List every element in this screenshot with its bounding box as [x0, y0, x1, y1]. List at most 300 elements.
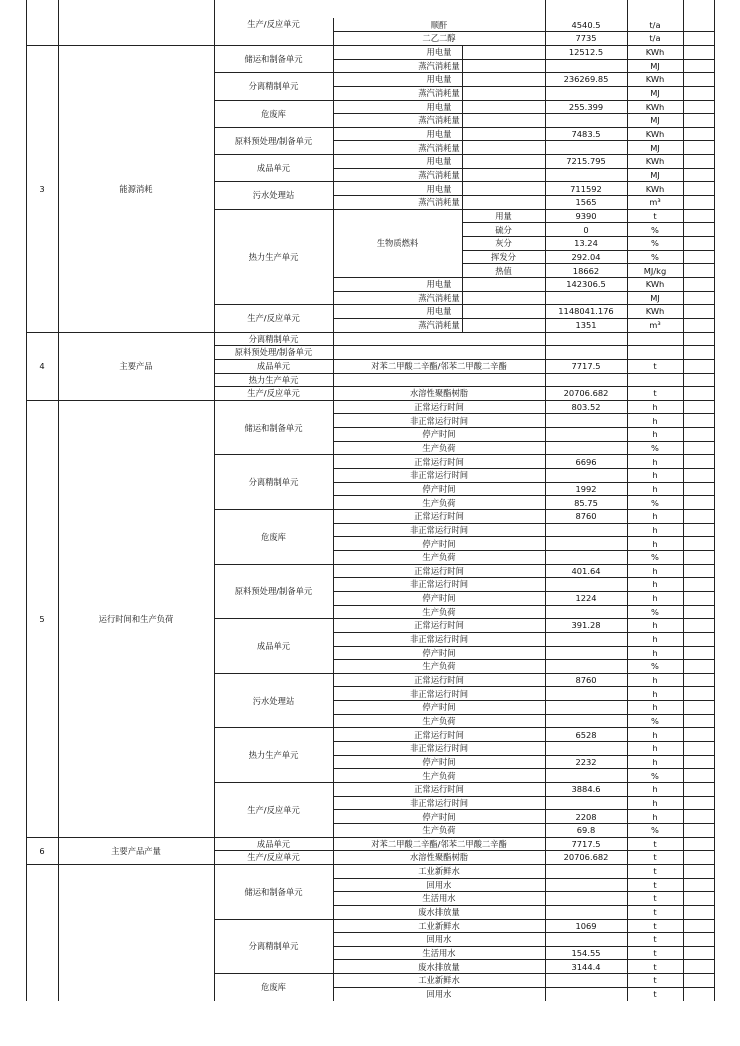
- unit-name-cell: 危废库: [261, 531, 286, 542]
- row-rule: [333, 932, 714, 933]
- group-number-cell: 6: [39, 845, 45, 856]
- unit-name-cell: 危废库: [261, 981, 286, 992]
- uom-cell: KWh: [645, 46, 665, 57]
- value-cell: 2232: [575, 756, 597, 767]
- row-rule: [333, 741, 714, 742]
- row-rule: [214, 782, 714, 783]
- item-cell: 生产负荷: [422, 715, 456, 726]
- row-rule: [333, 277, 714, 278]
- uom-cell: t: [653, 893, 657, 904]
- item-cell: 生产负荷: [422, 770, 456, 781]
- row-rule: [214, 345, 714, 346]
- row-rule: [214, 373, 714, 374]
- item-cell: 生产负荷: [422, 497, 456, 508]
- item-cell: 生产负荷: [422, 661, 456, 672]
- row-rule: [333, 959, 714, 960]
- row-rule: [26, 400, 714, 401]
- value-cell: 8760: [575, 674, 597, 685]
- row-rule: [333, 291, 714, 292]
- uom-cell: t: [653, 852, 657, 863]
- item-cell: 正常运行时间: [414, 784, 464, 795]
- row-rule: [333, 168, 714, 169]
- value-cell: 18662: [572, 265, 600, 276]
- unit-name-cell: 热力生产单元: [248, 251, 299, 262]
- row-rule: [214, 304, 714, 305]
- item-cell: 用电量: [426, 306, 452, 317]
- item-cell: 生活用水: [422, 947, 456, 958]
- row-rule: [333, 823, 714, 824]
- row-rule: [214, 973, 714, 974]
- uom-cell: h: [652, 401, 658, 412]
- item-cell: 停产时间: [422, 429, 456, 440]
- value-cell: 13.24: [574, 238, 598, 249]
- uom-cell: h: [652, 633, 658, 644]
- value-cell: 85.75: [574, 497, 598, 508]
- value-cell: 236269.85: [563, 74, 609, 85]
- unit-name-cell: 原料预处理/制备单元: [234, 586, 313, 597]
- uom-cell: h: [652, 688, 658, 699]
- uom-cell: t: [653, 920, 657, 931]
- column-rule: [333, 673, 334, 728]
- uom-cell: t: [653, 879, 657, 890]
- uom-cell: h: [652, 511, 658, 522]
- uom-cell: MJ: [650, 87, 660, 98]
- unit-cell: 生产/反应单元: [247, 18, 300, 29]
- unit-name-cell: 原料预处理/制备单元: [234, 347, 313, 358]
- uom-cell: h: [652, 415, 658, 426]
- row-rule: [214, 386, 714, 387]
- uom-cell: %: [651, 661, 659, 672]
- value-cell: 7215.795: [566, 156, 606, 167]
- uom-cell: KWh: [645, 74, 665, 85]
- unit-name-cell: 生产/反应单元: [247, 388, 300, 399]
- column-rule: [333, 837, 334, 864]
- uom-cell: h: [652, 756, 658, 767]
- item-cell: 工业新鲜水: [418, 920, 460, 931]
- item-cell: 蒸汽消耗量: [418, 169, 460, 180]
- unit-name-cell: 污水处理站: [252, 190, 295, 201]
- column-rule: [333, 619, 334, 674]
- row-rule: [214, 359, 714, 360]
- item-cell: 停产时间: [422, 647, 456, 658]
- item-cell: 回用水: [426, 934, 452, 945]
- item-cell: 废水排放量: [418, 906, 460, 917]
- uom-cell: MJ: [650, 292, 660, 303]
- uom-cell: m³: [649, 319, 661, 330]
- uom-cell: %: [651, 715, 659, 726]
- item-cell: 正常运行时间: [414, 456, 464, 467]
- uom-cell: t: [653, 961, 657, 972]
- row-rule: [26, 45, 714, 46]
- row-rule: [333, 796, 714, 797]
- uom-cell: h: [652, 797, 658, 808]
- column-rule: [462, 45, 463, 209]
- column-rule: [333, 18, 334, 45]
- column-rule: [627, 0, 628, 1001]
- value-cell: 7717.5: [571, 360, 601, 371]
- uom-cell: h: [652, 784, 658, 795]
- item-cell: 非正常运行时间: [409, 470, 469, 481]
- unit-name-cell: 分离精制单元: [248, 476, 299, 487]
- item-cell: 生产负荷: [422, 442, 456, 453]
- value-cell: 12512.5: [568, 46, 604, 57]
- row-rule: [333, 577, 714, 578]
- row-rule: [333, 591, 714, 592]
- row-rule: [333, 987, 714, 988]
- value-cell: 7483.5: [571, 128, 601, 139]
- value-cell: 1351: [575, 319, 597, 330]
- row-rule: [214, 618, 714, 619]
- column-rule: [333, 974, 334, 1001]
- column-rule: [333, 45, 334, 72]
- row-rule: [214, 181, 714, 182]
- row-rule: [333, 905, 714, 906]
- uom-cell: MJ: [650, 115, 660, 126]
- item-cell: 二乙二醇: [422, 33, 456, 44]
- row-rule: [333, 536, 714, 537]
- item-cell: 用电量: [426, 74, 452, 85]
- group-number-cell: 3: [39, 183, 45, 194]
- row-rule: [462, 236, 714, 237]
- item-cell: 正常运行时间: [414, 729, 464, 740]
- fuel-item-cell: 灰分: [495, 238, 512, 249]
- uom-cell: KWh: [645, 101, 665, 112]
- item-cell: 用电量: [426, 101, 452, 112]
- column-rule: [333, 919, 334, 974]
- uom-cell: MJ: [650, 169, 660, 180]
- fuel-item-cell: 硫分: [495, 224, 512, 235]
- column-rule: [462, 277, 463, 332]
- column-rule: [333, 209, 334, 305]
- uom-cell: h: [652, 565, 658, 576]
- item-cell: 生产负荷: [422, 606, 456, 617]
- value-cell: 1069: [575, 920, 597, 931]
- uom-cell: MJ: [650, 142, 660, 153]
- column-rule: [545, 0, 546, 1001]
- value-cell: 1148041.176: [558, 306, 614, 317]
- uom-cell: %: [651, 224, 659, 235]
- uom-cell: KWh: [645, 128, 665, 139]
- row-rule: [333, 113, 714, 114]
- column-rule: [462, 209, 463, 277]
- item-cell: 蒸汽消耗量: [418, 197, 460, 208]
- value-cell: 292.04: [571, 251, 601, 262]
- fuel-item-cell: 热值: [495, 265, 512, 276]
- item-cell: 用电量: [426, 128, 452, 139]
- item-cell: 非正常运行时间: [409, 743, 469, 754]
- value-cell: 401.64: [571, 565, 601, 576]
- uom-cell: %: [651, 442, 659, 453]
- value-cell: 142306.5: [566, 279, 606, 290]
- uom-cell: t: [653, 360, 657, 371]
- row-rule: [462, 263, 714, 264]
- row-rule: [214, 509, 714, 510]
- column-rule: [333, 728, 334, 783]
- unit-name-cell: 储运和制备单元: [244, 886, 303, 897]
- item-cell: 停产时间: [422, 811, 456, 822]
- item-cell: 非正常运行时间: [409, 797, 469, 808]
- unit-name-cell: 成品单元: [256, 360, 291, 371]
- column-rule: [333, 509, 334, 564]
- group-category-cell: 主要产品: [119, 360, 153, 371]
- row-rule: [333, 86, 714, 87]
- row-rule: [333, 878, 714, 879]
- unit-name-cell: 热力生产单元: [248, 749, 299, 760]
- unit-name-cell: 污水处理站: [252, 695, 295, 706]
- group-category-cell: 运行时间和生产负荷: [98, 613, 174, 624]
- value-cell: 3884.6: [571, 784, 601, 795]
- uom-cell: %: [651, 497, 659, 508]
- column-rule: [333, 864, 334, 919]
- column-rule: [26, 0, 27, 1001]
- item-cell: 用电量: [426, 183, 452, 194]
- row-rule: [214, 154, 714, 155]
- column-rule: [333, 182, 334, 209]
- unit-name-cell: 原料预处理/制备单元: [234, 135, 313, 146]
- uom-cell: m³: [649, 197, 661, 208]
- item-cell: 生产负荷: [422, 552, 456, 563]
- item-cell: 蒸汽消耗量: [418, 115, 460, 126]
- item-cell: 非正常运行时间: [409, 415, 469, 426]
- row-rule: [333, 495, 714, 496]
- row-rule: [333, 714, 714, 715]
- uom-cell: t/a: [649, 19, 661, 30]
- column-rule: [714, 0, 715, 1001]
- row-rule: [333, 318, 714, 319]
- item-cell: 工业新鲜水: [418, 865, 460, 876]
- value-cell: 1224: [575, 592, 597, 603]
- column-rule: [333, 564, 334, 619]
- item-cell: 废水排放量: [418, 961, 460, 972]
- uom-cell: h: [652, 456, 658, 467]
- column-rule: [333, 305, 334, 332]
- value-cell: 255.399: [568, 101, 604, 112]
- item-cell: 停产时间: [422, 538, 456, 549]
- row-rule: [214, 673, 714, 674]
- uom-cell: h: [652, 579, 658, 590]
- group-number-cell: 4: [39, 360, 45, 371]
- uom-cell: %: [651, 238, 659, 249]
- uom-cell: h: [652, 470, 658, 481]
- row-rule: [333, 946, 714, 947]
- fuel-name-cell: 生物质燃料: [376, 238, 419, 249]
- unit-name-cell: 成品单元: [256, 640, 291, 651]
- unit-name-cell: 成品单元: [256, 162, 291, 173]
- product-cell: 对苯二甲酸二辛酯/邻苯二甲酸二辛酯: [371, 360, 507, 371]
- unit-name-cell: 分离精制单元: [248, 81, 299, 92]
- unit-name-cell: 分离精制单元: [248, 941, 299, 952]
- unit-name-cell: 成品单元: [256, 838, 291, 849]
- row-rule: [333, 686, 714, 687]
- item-cell: 蒸汽消耗量: [418, 142, 460, 153]
- fuel-item-cell: 挥发分: [491, 251, 516, 262]
- column-rule: [333, 100, 334, 127]
- uom-cell: t/a: [649, 33, 661, 44]
- uom-cell: t: [653, 934, 657, 945]
- value-cell: 69.8: [576, 825, 596, 836]
- unit-name-cell: 生产/反应单元: [247, 852, 300, 863]
- unit-name-cell: 分离精制单元: [248, 333, 299, 344]
- value-cell: 7735: [575, 33, 597, 44]
- unit-name-cell: 生产/反应单元: [247, 804, 300, 815]
- uom-cell: t: [653, 838, 657, 849]
- uom-cell: %: [651, 825, 659, 836]
- row-rule: [333, 659, 714, 660]
- item-cell: 回用水: [426, 988, 452, 999]
- value-cell: 9390: [575, 210, 597, 221]
- uom-cell: h: [652, 429, 658, 440]
- item-cell: 工业新鲜水: [418, 975, 460, 986]
- row-rule: [214, 564, 714, 565]
- uom-cell: KWh: [645, 183, 665, 194]
- uom-cell: t: [653, 865, 657, 876]
- unit-name-cell: 生产/反应单元: [247, 313, 300, 324]
- row-rule: [333, 413, 714, 414]
- uom-cell: h: [652, 743, 658, 754]
- row-rule: [214, 127, 714, 128]
- unit-name-cell: 危废库: [261, 108, 286, 119]
- value-cell: 6528: [575, 729, 597, 740]
- uom-cell: t: [653, 975, 657, 986]
- uom-cell: h: [652, 524, 658, 535]
- uom-cell: h: [652, 647, 658, 658]
- uom-cell: h: [652, 729, 658, 740]
- item-cell: 正常运行时间: [414, 620, 464, 631]
- column-rule: [58, 0, 59, 1001]
- unit-name-cell: 热力生产单元: [248, 374, 299, 385]
- column-rule: [214, 0, 215, 1001]
- item-cell: 蒸汽消耗量: [418, 87, 460, 98]
- row-rule: [333, 809, 714, 810]
- item-cell: 用电量: [426, 279, 452, 290]
- row-rule: [214, 454, 714, 455]
- item-cell: 非正常运行时间: [409, 688, 469, 699]
- row-rule: [333, 768, 714, 769]
- row-rule: [333, 605, 714, 606]
- uom-cell: h: [652, 592, 658, 603]
- uom-cell: KWh: [645, 279, 665, 290]
- uom-cell: %: [651, 251, 659, 262]
- row-rule: [26, 332, 714, 333]
- row-rule: [462, 250, 714, 251]
- product-cell: 对苯二甲酸二辛酯/邻苯二甲酸二辛酯: [371, 838, 507, 849]
- uom-cell: t: [653, 906, 657, 917]
- item-cell: 生活用水: [422, 893, 456, 904]
- uom-cell: t: [653, 988, 657, 999]
- item-cell: 用电量: [426, 156, 452, 167]
- item-cell: 正常运行时间: [414, 674, 464, 685]
- uom-cell: t: [653, 210, 657, 221]
- row-rule: [333, 632, 714, 633]
- row-rule: [333, 550, 714, 551]
- item-cell: 正常运行时间: [414, 401, 464, 412]
- item-cell: 顺酐: [430, 19, 448, 30]
- uom-cell: h: [652, 702, 658, 713]
- column-rule: [683, 0, 684, 1001]
- uom-cell: t: [653, 947, 657, 958]
- value-cell: 6696: [575, 456, 597, 467]
- product-cell: 水溶性聚酯树脂: [409, 852, 469, 863]
- row-rule: [214, 850, 714, 851]
- value-cell: 3144.4: [571, 961, 601, 972]
- item-cell: 生产负荷: [422, 825, 456, 836]
- uom-cell: %: [651, 606, 659, 617]
- item-cell: 停产时间: [422, 756, 456, 767]
- uom-cell: KWh: [645, 156, 665, 167]
- unit-name-cell: 储运和制备单元: [244, 53, 303, 64]
- item-cell: 正常运行时间: [414, 511, 464, 522]
- unit-name-cell: 储运和制备单元: [244, 422, 303, 433]
- item-cell: 非正常运行时间: [409, 579, 469, 590]
- row-rule: [333, 646, 714, 647]
- column-rule: [333, 332, 334, 400]
- group-number-cell: 5: [39, 613, 45, 624]
- value-cell: 7717.5: [571, 838, 601, 849]
- uom-cell: MJ/kg: [643, 265, 667, 276]
- item-cell: 停产时间: [422, 483, 456, 494]
- uom-cell: KWh: [645, 306, 665, 317]
- row-rule: [333, 468, 714, 469]
- group-category-cell: 主要产品产量: [111, 845, 161, 856]
- group-category-cell: 能源消耗: [119, 183, 153, 194]
- row-rule: [333, 523, 714, 524]
- uom-cell: h: [652, 674, 658, 685]
- value-cell: 1992: [575, 483, 597, 494]
- row-rule: [333, 31, 714, 32]
- item-cell: 停产时间: [422, 592, 456, 603]
- row-rule: [333, 482, 714, 483]
- uom-cell: %: [651, 770, 659, 781]
- item-cell: 回用水: [426, 879, 452, 890]
- row-rule: [333, 441, 714, 442]
- uom-cell: h: [652, 538, 658, 549]
- column-rule: [333, 400, 334, 455]
- item-cell: 非正常运行时间: [409, 633, 469, 644]
- value-cell: 154.55: [571, 947, 601, 958]
- row-rule: [214, 72, 714, 73]
- item-cell: 用电量: [426, 46, 452, 57]
- column-rule: [333, 73, 334, 100]
- value-cell: 2208: [575, 811, 597, 822]
- item-cell: 蒸汽消耗量: [418, 60, 460, 71]
- row-rule: [214, 100, 714, 101]
- column-rule: [333, 455, 334, 510]
- uom-cell: t: [653, 388, 657, 399]
- row-rule: [214, 727, 714, 728]
- row-rule: [333, 195, 714, 196]
- item-cell: 正常运行时间: [414, 565, 464, 576]
- item-cell: 蒸汽消耗量: [418, 292, 460, 303]
- row-rule: [214, 209, 714, 210]
- item-cell: 非正常运行时间: [409, 524, 469, 535]
- row-rule: [26, 864, 714, 865]
- value-cell: 8760: [575, 511, 597, 522]
- row-rule: [333, 59, 714, 60]
- value-cell: 711592: [570, 183, 602, 194]
- uom-cell: h: [652, 620, 658, 631]
- column-rule: [333, 127, 334, 154]
- row-rule: [333, 140, 714, 141]
- row-rule: [333, 700, 714, 701]
- value-cell: 20706.682: [563, 388, 609, 399]
- product-cell: 水溶性聚酯树脂: [409, 388, 469, 399]
- value-cell: 391.28: [571, 620, 601, 631]
- value-cell: 1565: [575, 197, 597, 208]
- uom-cell: h: [652, 483, 658, 494]
- value-cell: 0: [583, 224, 589, 235]
- uom-cell: MJ: [650, 60, 660, 71]
- row-rule: [214, 919, 714, 920]
